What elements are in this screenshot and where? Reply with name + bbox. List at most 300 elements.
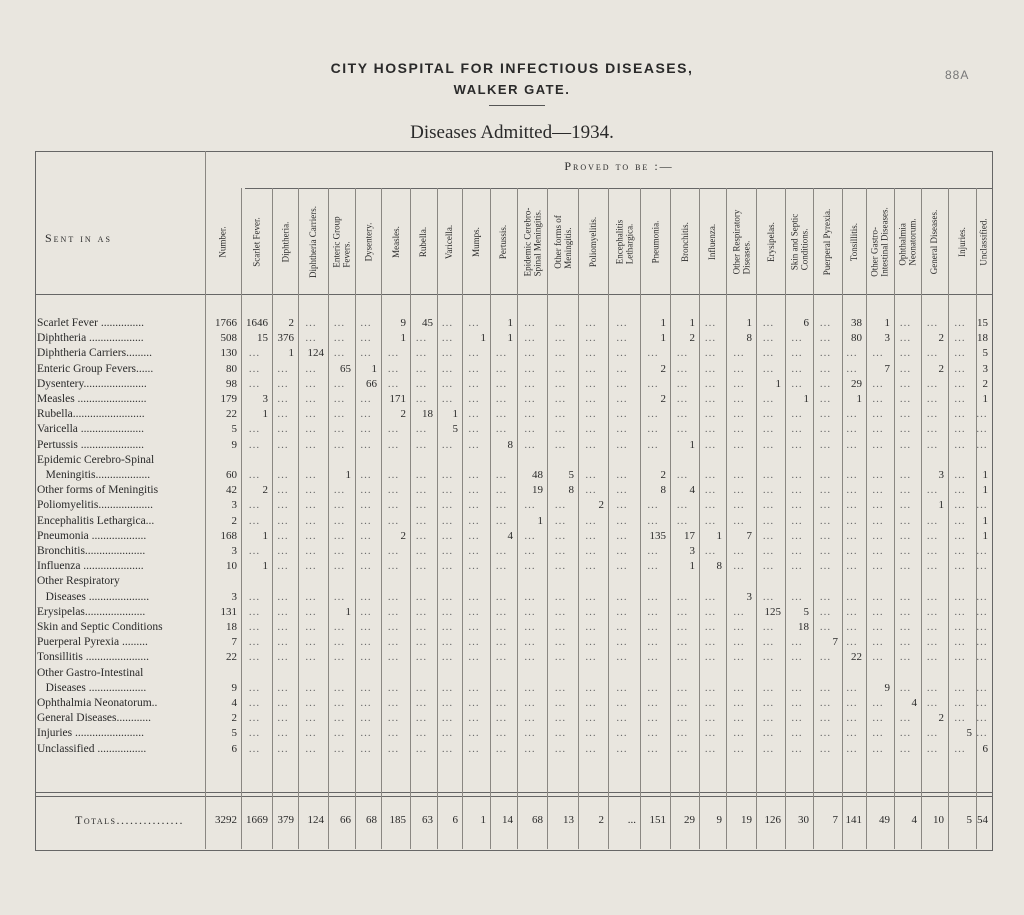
empty-cell: ... (554, 393, 567, 405)
empty-cell: ... (441, 499, 454, 512)
column-header (205, 193, 241, 291)
empty-cell: ... (704, 742, 717, 755)
column-header (490, 193, 517, 291)
empty-cell: ... (585, 560, 597, 573)
empty-cell: ... (495, 697, 508, 709)
empty-cell: ... (647, 377, 659, 390)
empty-cell: ... (762, 560, 775, 573)
empty-cell: ... (585, 423, 597, 436)
empty-cell: ... (585, 332, 597, 345)
empty-cell: ... (524, 560, 536, 573)
empty-cell: ... (954, 742, 966, 755)
empty-cell: ... (277, 545, 289, 557)
empty-cell: ... (495, 347, 508, 360)
empty-cell: ... (676, 697, 689, 709)
empty-cell: ... (248, 605, 261, 618)
table-cell: 15 (977, 317, 988, 329)
empty-cell: ... (585, 408, 597, 421)
empty-cell: ... (248, 651, 261, 664)
row-label: Measles ........................ (37, 393, 147, 405)
empty-cell: ... (733, 393, 745, 405)
empty-cell: ... (387, 681, 400, 694)
total-cell: 13 (563, 814, 574, 826)
column-header (547, 193, 578, 291)
empty-cell: ... (704, 362, 717, 375)
empty-cell: ... (585, 545, 597, 557)
empty-cell: ... (846, 347, 858, 360)
total-cell: 29 (684, 814, 695, 826)
empty-cell: ... (926, 408, 939, 421)
column-header-label: Other forms of Meningitis. (552, 215, 573, 269)
empty-cell: ... (846, 590, 858, 603)
table-cell: 1 (537, 514, 543, 527)
empty-cell: ... (762, 514, 775, 527)
empty-cell: ... (872, 408, 884, 421)
table-cell: 1 (452, 408, 458, 421)
empty-cell: ... (524, 727, 536, 740)
table-cell: 6 (982, 742, 988, 755)
table-cell: 2 (660, 393, 666, 405)
empty-cell: ... (762, 332, 775, 345)
empty-cell: ... (305, 545, 317, 557)
table-cell: 80 (851, 332, 862, 345)
empty-cell: ... (585, 438, 597, 451)
total-cell: ... (627, 814, 636, 826)
column-header-label: Scarlet Fever. (251, 217, 262, 267)
empty-cell: ... (926, 393, 939, 405)
empty-cell: ... (248, 362, 261, 375)
table-cell: 9 (231, 681, 237, 694)
empty-cell: ... (616, 423, 628, 436)
empty-cell: ... (387, 742, 400, 755)
hospital-location: WALKER GATE. (453, 82, 571, 97)
empty-cell: ... (277, 469, 289, 481)
empty-cell: ... (899, 605, 912, 618)
empty-cell: ... (554, 362, 567, 375)
empty-cell: ... (704, 499, 717, 512)
empty-cell: ... (441, 697, 454, 709)
empty-cell: ... (441, 438, 454, 451)
empty-cell: ... (762, 317, 775, 329)
empty-cell: ... (585, 469, 597, 481)
empty-cell: ... (441, 377, 454, 390)
total-cell: 151 (649, 814, 666, 826)
table-cell: 5 (231, 727, 237, 740)
empty-cell: ... (819, 377, 832, 390)
column-header-label: Unclassified. (979, 218, 989, 266)
row-label: Ophthalmia Neonatorum.. (37, 697, 158, 709)
empty-cell: ... (468, 545, 480, 557)
empty-cell: ... (872, 636, 884, 649)
empty-cell: ... (441, 529, 454, 542)
empty-cell: ... (976, 590, 988, 603)
column-header (517, 193, 547, 291)
empty-cell: ... (954, 499, 966, 512)
empty-cell: ... (441, 681, 454, 694)
empty-cell: ... (524, 545, 536, 557)
empty-cell: ... (676, 621, 689, 633)
total-cell: 1669 (246, 814, 268, 826)
empty-cell: ... (616, 347, 628, 360)
empty-cell: ... (468, 499, 480, 512)
empty-cell: ... (277, 393, 289, 405)
column-header-label: Epidemic Cerebro- Spinal Meningitis. (522, 207, 543, 277)
empty-cell: ... (846, 727, 858, 740)
empty-cell: ... (647, 681, 659, 694)
row-label: Poliomyelitis................... (37, 499, 153, 512)
table-cell: 131 (220, 605, 237, 618)
table-cell: 1 (660, 332, 666, 345)
empty-cell: ... (976, 636, 988, 649)
empty-cell: ... (468, 742, 480, 755)
empty-cell: ... (524, 590, 536, 603)
empty-cell: ... (524, 408, 536, 421)
empty-cell: ... (762, 697, 775, 709)
empty-cell: ... (704, 469, 717, 481)
column-header-label: Influenza. (707, 223, 718, 261)
column-header (298, 193, 328, 291)
empty-cell: ... (647, 499, 659, 512)
empty-cell: ... (926, 423, 939, 436)
empty-cell: ... (554, 605, 567, 618)
table-cell: 2 (400, 408, 406, 421)
empty-cell: ... (585, 636, 597, 649)
table-cell: 1 (689, 560, 695, 573)
empty-cell: ... (846, 605, 858, 618)
table-cell: 1 (803, 393, 809, 405)
column-header (842, 193, 866, 291)
table-cell: 1 (480, 332, 486, 345)
column-header-label: Diphtheria. (280, 221, 290, 263)
empty-cell: ... (819, 347, 832, 360)
empty-cell: ... (333, 621, 346, 633)
empty-cell: ... (248, 590, 261, 603)
table-cell: 1766 (215, 317, 237, 329)
empty-cell: ... (305, 651, 317, 664)
empty-cell: ... (954, 590, 966, 603)
table-cell: 171 (389, 393, 406, 405)
table-cell: 7 (832, 636, 838, 649)
empty-cell: ... (976, 560, 988, 573)
empty-cell: ... (976, 621, 988, 633)
empty-cell: ... (846, 712, 858, 725)
empty-cell: ... (616, 697, 628, 709)
empty-cell: ... (277, 636, 289, 649)
table-cell: 1 (775, 377, 781, 390)
admissions-table (35, 151, 993, 851)
column-header (756, 193, 785, 291)
empty-cell: ... (704, 651, 717, 664)
empty-cell: ... (676, 651, 689, 664)
empty-cell: ... (387, 560, 400, 573)
empty-cell: ... (468, 529, 480, 542)
empty-cell: ... (926, 529, 939, 542)
table-cell: 6 (231, 742, 237, 755)
empty-cell: ... (791, 727, 803, 740)
empty-cell: ... (954, 605, 966, 618)
row-label: Varicella ...................... (37, 423, 144, 436)
empty-cell: ... (954, 408, 966, 421)
column-header-label: Skin and Septic Conditions. (789, 213, 809, 271)
empty-cell: ... (333, 697, 346, 709)
column-header-label: Puerperal Pyrexia. (822, 208, 833, 276)
column-header-label: Rubella. (418, 226, 429, 258)
empty-cell: ... (762, 347, 775, 360)
empty-cell: ... (733, 621, 745, 633)
empty-cell: ... (819, 332, 832, 345)
table-cell: 125 (764, 605, 781, 618)
empty-cell: ... (305, 499, 317, 512)
empty-cell: ... (441, 393, 454, 405)
empty-cell: ... (926, 621, 939, 633)
hospital-name: CITY HOSPITAL FOR INFECTIOUS DISEASES, (330, 60, 694, 76)
empty-cell: ... (899, 742, 912, 755)
empty-cell: ... (524, 347, 536, 360)
empty-cell: ... (762, 393, 775, 405)
empty-cell: ... (585, 621, 597, 633)
empty-cell: ... (872, 514, 884, 527)
empty-cell: ... (554, 317, 567, 329)
table-cell: 8 (507, 438, 513, 451)
empty-cell: ... (846, 469, 858, 481)
empty-cell: ... (415, 529, 428, 542)
empty-cell: ... (733, 347, 745, 360)
total-cell: 54 (977, 814, 988, 826)
empty-cell: ... (585, 681, 597, 694)
empty-cell: ... (248, 377, 261, 390)
empty-cell: ... (360, 545, 372, 557)
empty-cell: ... (468, 651, 480, 664)
empty-cell: ... (495, 605, 508, 618)
empty-cell: ... (248, 727, 261, 740)
empty-cell: ... (305, 681, 317, 694)
empty-cell: ... (676, 636, 689, 649)
row-label: Encephalitis Lethargica... (37, 514, 155, 527)
empty-cell: ... (495, 681, 508, 694)
row-label: Rubella......................... (37, 408, 145, 421)
empty-cell: ... (872, 742, 884, 755)
empty-cell: ... (733, 469, 745, 481)
empty-cell: ... (468, 712, 480, 725)
table-cell: 42 (226, 484, 237, 497)
column-header (578, 193, 608, 291)
empty-cell: ... (468, 514, 480, 527)
table-cell: 1 (507, 332, 513, 345)
empty-cell: ... (585, 393, 597, 405)
empty-cell: ... (495, 560, 508, 573)
empty-cell: ... (926, 317, 939, 329)
empty-cell: ... (616, 499, 628, 512)
empty-cell: ... (926, 727, 939, 740)
table-cell: 508 (220, 332, 237, 345)
table-cell: 22 (226, 408, 237, 421)
empty-cell: ... (277, 742, 289, 755)
column-header-label: Mumps. (471, 227, 482, 257)
empty-cell: ... (360, 697, 372, 709)
table-cell: 1 (982, 469, 988, 481)
table-cell: 60 (226, 469, 237, 481)
empty-cell: ... (415, 469, 428, 481)
table-cell: 5 (452, 423, 458, 436)
column-header (410, 193, 437, 291)
empty-cell: ... (819, 742, 832, 755)
total-cell: 3292 (215, 814, 237, 826)
empty-cell: ... (819, 727, 832, 740)
total-cell: 6 (452, 814, 458, 826)
empty-cell: ... (676, 727, 689, 740)
empty-cell: ... (616, 393, 628, 405)
table-cell: 376 (277, 332, 294, 345)
empty-cell: ... (387, 621, 400, 633)
table-cell: 98 (226, 377, 237, 390)
empty-cell: ... (899, 560, 912, 573)
empty-cell: ... (554, 651, 567, 664)
empty-cell: ... (554, 545, 567, 557)
table-cell: 1 (262, 529, 268, 542)
empty-cell: ... (495, 712, 508, 725)
empty-cell: ... (305, 317, 317, 329)
empty-cell: ... (926, 545, 939, 557)
empty-cell: ... (415, 681, 428, 694)
empty-cell: ... (846, 621, 858, 633)
empty-cell: ... (305, 636, 317, 649)
empty-cell: ... (277, 621, 289, 633)
row-label: Bronchitis..................... (37, 545, 146, 557)
empty-cell: ... (954, 697, 966, 709)
empty-cell: ... (616, 484, 628, 497)
total-cell: 49 (879, 814, 890, 826)
table-cell: 179 (220, 393, 237, 405)
empty-cell: ... (926, 697, 939, 709)
empty-cell: ... (360, 681, 372, 694)
table-cell: 2 (689, 332, 695, 345)
empty-cell: ... (495, 393, 508, 405)
empty-cell: ... (846, 499, 858, 512)
table-cell: 1 (262, 408, 268, 421)
empty-cell: ... (899, 469, 912, 481)
empty-cell: ... (333, 560, 346, 573)
totals-rule-2 (35, 796, 993, 797)
empty-cell: ... (926, 605, 939, 618)
empty-cell: ... (277, 560, 289, 573)
empty-cell: ... (733, 438, 745, 451)
empty-cell: ... (415, 697, 428, 709)
empty-cell: ... (899, 317, 912, 329)
row-label: Diseases ..................... (37, 590, 150, 603)
empty-cell: ... (616, 469, 628, 481)
empty-cell: ... (441, 545, 454, 557)
empty-cell: ... (524, 362, 536, 375)
empty-cell: ... (647, 742, 659, 755)
empty-cell: ... (305, 377, 317, 390)
table-cell: 48 (532, 469, 543, 481)
empty-cell: ... (704, 347, 717, 360)
empty-cell: ... (954, 332, 966, 345)
empty-cell: ... (415, 362, 428, 375)
empty-cell: ... (791, 423, 803, 436)
column-header (948, 193, 976, 291)
table-cell: 19 (532, 484, 543, 497)
empty-cell: ... (872, 484, 884, 497)
empty-cell: ... (333, 681, 346, 694)
empty-cell: ... (360, 469, 372, 481)
empty-cell: ... (762, 469, 775, 481)
empty-cell: ... (554, 742, 567, 755)
empty-cell: ... (360, 423, 372, 436)
empty-cell: ... (387, 697, 400, 709)
empty-cell: ... (704, 681, 717, 694)
empty-cell: ... (676, 377, 689, 390)
empty-cell: ... (415, 393, 428, 405)
empty-cell: ... (616, 317, 628, 329)
empty-cell: ... (616, 636, 628, 649)
empty-cell: ... (415, 590, 428, 603)
empty-cell: ... (976, 605, 988, 618)
total-cell: 10 (933, 814, 944, 826)
empty-cell: ... (468, 590, 480, 603)
empty-cell: ... (554, 499, 567, 512)
empty-cell: ... (415, 712, 428, 725)
empty-cell: ... (468, 393, 480, 405)
empty-cell: ... (333, 651, 346, 664)
empty-cell: ... (468, 377, 480, 390)
empty-cell: ... (360, 712, 372, 725)
empty-cell: ... (415, 636, 428, 649)
empty-cell: ... (468, 469, 480, 481)
total-cell: 2 (598, 814, 604, 826)
empty-cell: ... (441, 605, 454, 618)
empty-cell: ... (585, 347, 597, 360)
table-cell: 8 (716, 560, 722, 573)
empty-cell: ... (495, 423, 508, 436)
table-cell: 1646 (246, 317, 268, 329)
empty-cell: ... (333, 423, 346, 436)
total-cell: 68 (532, 814, 543, 826)
total-cell: 1 (480, 814, 486, 826)
empty-cell: ... (277, 681, 289, 694)
table-cell: 168 (220, 529, 237, 542)
empty-cell: ... (415, 727, 428, 740)
empty-cell: ... (415, 438, 428, 451)
empty-cell: ... (248, 545, 261, 557)
column-header-label: General Diseases. (929, 209, 940, 275)
empty-cell: ... (248, 621, 261, 633)
empty-cell: ... (704, 332, 717, 345)
empty-cell: ... (704, 317, 717, 329)
empty-cell: ... (899, 484, 912, 497)
table-cell: 2 (938, 332, 944, 345)
empty-cell: ... (360, 727, 372, 740)
empty-cell: ... (846, 423, 858, 436)
empty-cell: ... (926, 636, 939, 649)
empty-cell: ... (899, 681, 912, 694)
column-header-label: Bronchitis. (679, 222, 690, 262)
empty-cell: ... (954, 347, 966, 360)
row-label: Enteric Group Fevers...... (37, 362, 154, 375)
empty-cell: ... (305, 408, 317, 421)
empty-cell: ... (415, 621, 428, 633)
empty-cell: ... (926, 438, 939, 451)
empty-cell: ... (762, 529, 775, 542)
table-cell: 2 (400, 529, 406, 542)
empty-cell: ... (762, 438, 775, 451)
empty-cell: ... (791, 377, 803, 390)
empty-cell: ... (733, 408, 745, 421)
empty-cell: ... (387, 727, 400, 740)
empty-cell: ... (976, 727, 988, 740)
empty-cell: ... (899, 636, 912, 649)
table-cell: 7 (746, 529, 752, 542)
